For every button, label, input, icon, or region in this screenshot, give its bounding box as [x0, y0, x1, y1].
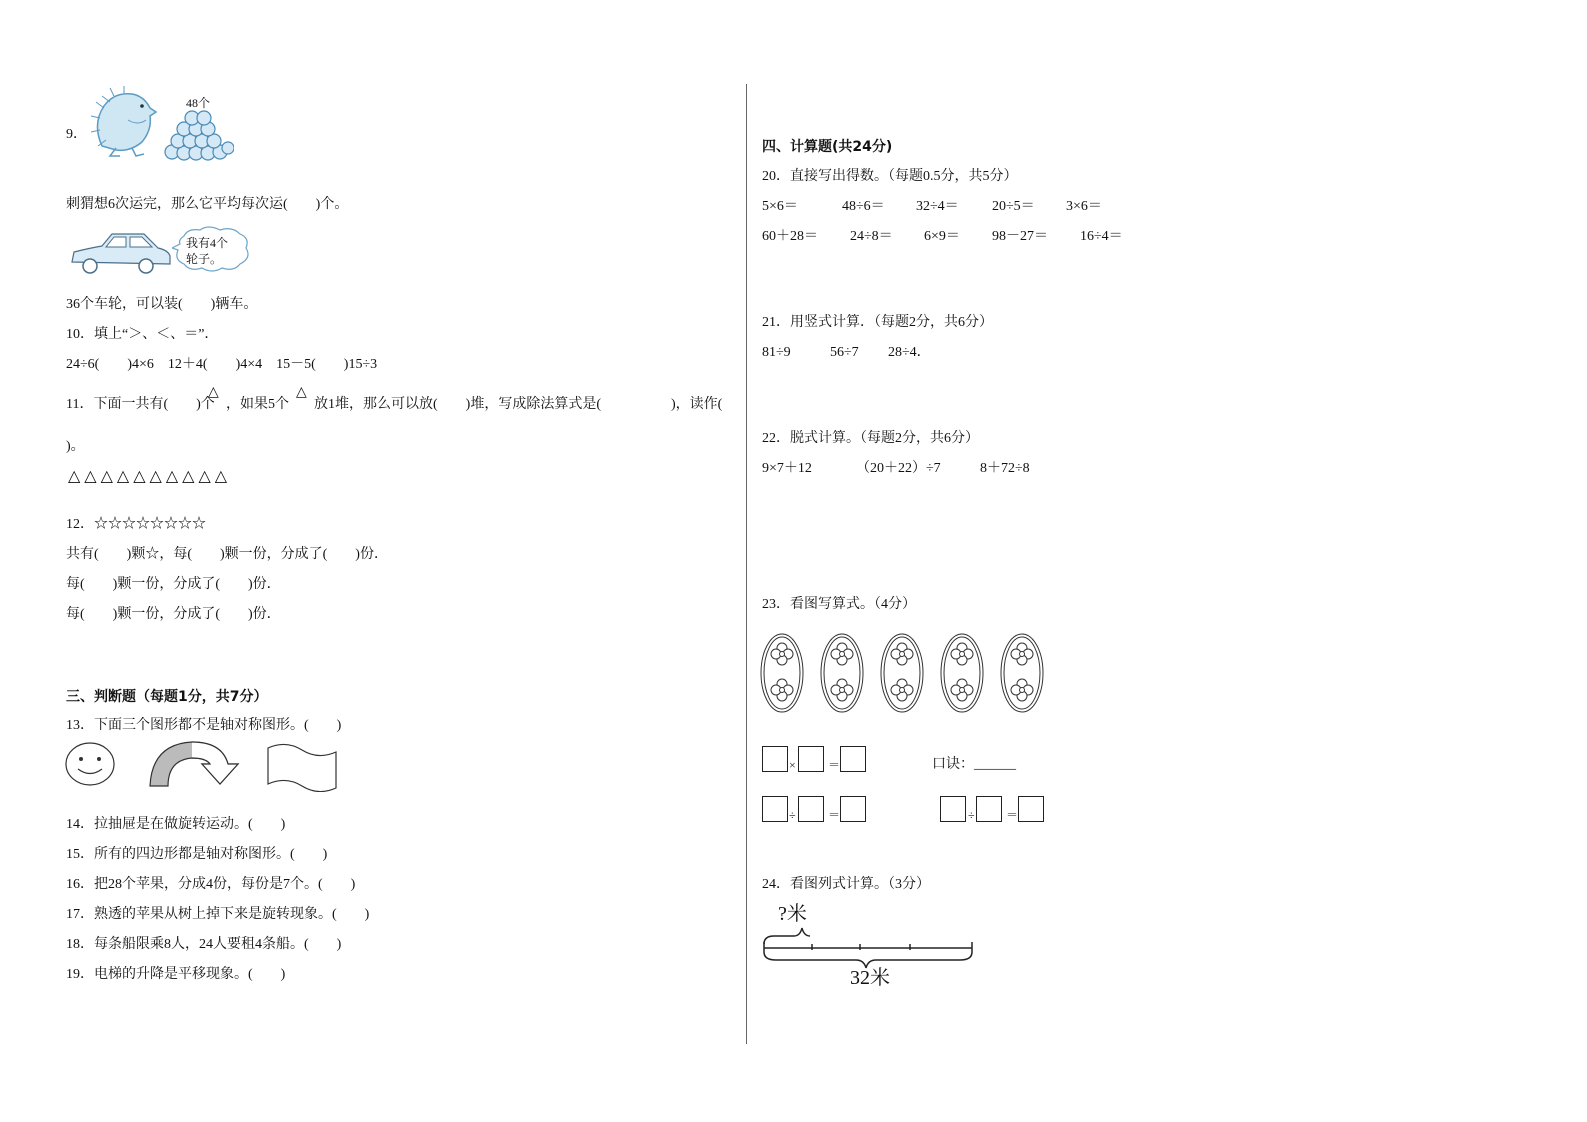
times-sign: × — [789, 758, 796, 772]
q20-item: 32÷4＝ — [916, 199, 959, 214]
smiley-face-figure — [64, 740, 120, 788]
triangle-icon: △ — [208, 385, 219, 400]
q11-end: )。 — [66, 439, 85, 454]
q21-title: 21．用竖式计算．（每题2分，共6分） — [762, 315, 993, 330]
ball-pile-illustration — [164, 110, 234, 162]
equals-sign: ＝ — [1006, 808, 1019, 822]
q21-item: 81÷9 — [762, 345, 791, 360]
q11-text-c: 放1堆，那么可以放( )堆，写成除法算式是( )，读作( — [314, 397, 723, 412]
q20-item: 5×6＝ — [762, 199, 798, 214]
q16-text: 16．把28个苹果，分成4份，每份是7个。( ) — [66, 877, 356, 892]
equals-sign: ＝ — [828, 758, 841, 772]
q22-item: 9×7＋12 — [762, 461, 812, 476]
q21-item: 56÷7 — [830, 345, 859, 360]
q12-line1: 共有( )颗☆，每( )颗一份，分成了( )份． — [66, 547, 388, 562]
q12-line2: 每( )颗一份，分成了( )份． — [66, 577, 281, 592]
divide-sign: ÷ — [789, 808, 796, 822]
answer-box[interactable] — [762, 746, 788, 772]
column-divider — [746, 84, 747, 1044]
q17-text: 17．熟透的苹果从树上掉下来是旋转现象。( ) — [66, 907, 370, 922]
answer-box[interactable] — [840, 796, 866, 822]
q9-number: 9． — [66, 127, 87, 142]
q11-text-a: 11．下面一共有( )个 — [66, 397, 215, 412]
q10-title: 10．填上“＞、＜、＝”． — [66, 327, 219, 342]
q13-text: 13．下面三个图形都不是轴对称图形。( ) — [66, 718, 342, 733]
bubble-text-line2: 轮子。 — [186, 252, 223, 266]
q14-text: 14．拉抽屉是在做旋转运动。( ) — [66, 817, 286, 832]
q22-title: 22．脱式计算。（每题2分，共6分） — [762, 431, 979, 446]
q20-item: 20÷5＝ — [992, 199, 1035, 214]
answer-box[interactable] — [798, 796, 824, 822]
divide-sign: ÷ — [968, 808, 975, 822]
q20-item: 48÷6＝ — [842, 199, 885, 214]
triangle-icon: △ — [296, 385, 307, 400]
q9-line2: 36个车轮，可以装( )辆车。 — [66, 297, 258, 312]
car-illustration — [68, 230, 172, 276]
q20-item: 60＋28＝ — [762, 229, 818, 244]
q21-item: 28÷4． — [888, 345, 931, 360]
q22-item: 8＋72÷8 — [980, 461, 1030, 476]
q20-item: 24÷8＝ — [850, 229, 893, 244]
segment-top-label: ?米 — [778, 903, 807, 925]
answer-box[interactable] — [840, 746, 866, 772]
wavy-flag-figure — [266, 742, 340, 792]
answer-box[interactable] — [1018, 796, 1044, 822]
q11-text-b: ，如果5个 — [226, 397, 289, 412]
q20-title: 20．直接写出得数。（每题0.5分，共5分） — [762, 169, 1018, 184]
q12-title: 12．☆☆☆☆☆☆☆☆ — [66, 517, 206, 532]
q22-item: （20＋22）÷7 — [856, 461, 941, 476]
segment-bottom-label: 32米 — [850, 967, 890, 989]
q9-line1: 刺猬想6次运完，那么它平均每次运( )个。 — [66, 197, 349, 212]
q20-item: 6×9＝ — [924, 229, 960, 244]
speech-bubble-shape — [172, 226, 252, 276]
q20-item: 16÷4＝ — [1080, 229, 1123, 244]
q9-count-label: 48个 — [186, 96, 211, 110]
q20-item: 3×6＝ — [1066, 199, 1102, 214]
section3-heading: 三、判断题（每题1分，共7分） — [66, 689, 268, 705]
q23-title: 23．看图写算式。（4分） — [762, 597, 916, 612]
answer-box[interactable] — [762, 796, 788, 822]
q18-text: 18．每条船限乘8人，24人要租4条船。( ) — [66, 937, 342, 952]
hedgehog-illustration — [88, 86, 158, 158]
section4-heading: 四、计算题(共24分) — [762, 139, 893, 155]
koujue-label: 口诀：______ — [932, 757, 1016, 772]
answer-box[interactable] — [798, 746, 824, 772]
answer-box[interactable] — [940, 796, 966, 822]
q12-line3: 每( )颗一份，分成了( )份． — [66, 607, 281, 622]
q20-item: 98－27＝ — [992, 229, 1048, 244]
q19-text: 19．电梯的升降是平移现象。( ) — [66, 967, 286, 982]
bubble-text-line1: 我有4个 — [186, 236, 229, 250]
q24-title: 24．看图列式计算。（3分） — [762, 877, 930, 892]
answer-box[interactable] — [976, 796, 1002, 822]
q11-triangle-row: △ △ △ △ △ △ △ △ △ △ — [68, 468, 228, 485]
q10-line: 24÷6( )4×6 12＋4( )4×4 15－5( )15÷3 — [66, 357, 378, 372]
equals-sign: ＝ — [828, 808, 841, 822]
q15-text: 15．所有的四边形都是轴对称图形。( ) — [66, 847, 328, 862]
flower-ovals-figure — [760, 632, 1060, 716]
curved-arrow-figure — [146, 738, 244, 788]
